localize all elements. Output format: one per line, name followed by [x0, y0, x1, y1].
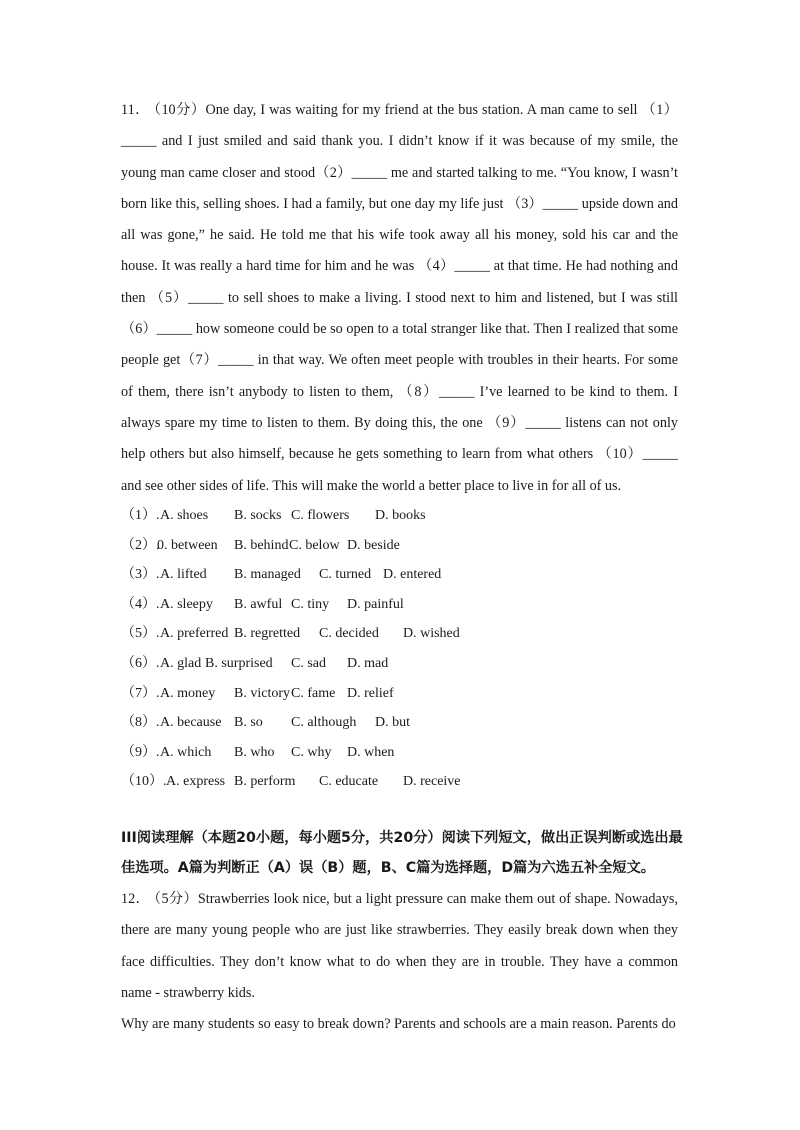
option-d: D. receive — [403, 774, 461, 790]
option-row — [121, 649, 678, 679]
option-b: B. awful — [234, 596, 283, 612]
option-row — [121, 738, 678, 768]
option-c: C. flowers — [291, 508, 350, 523]
question-12-passage — [121, 884, 678, 1009]
option-b: B. socks — [234, 508, 282, 523]
question-11-points: （10分） — [153, 102, 206, 118]
option-a: 0. between — [157, 537, 218, 553]
option-c: C. educate — [319, 774, 379, 790]
option-a: A. express — [166, 774, 226, 790]
option-a: A. because — [160, 715, 222, 731]
option-a: A. shoes — [160, 508, 209, 523]
option-b: B. behind — [234, 537, 289, 553]
option-number: （7）. — [121, 685, 160, 701]
option-c: C. sad — [291, 655, 326, 671]
option-c: C. fame — [291, 685, 336, 701]
option-number: （8）. — [121, 715, 160, 731]
option-row — [121, 531, 678, 561]
question-11-options — [121, 501, 678, 797]
option-c: C. tiny — [291, 596, 330, 612]
option-c: C. although — [291, 715, 357, 731]
option-a: A. preferred — [160, 626, 229, 642]
option-a: A. glad — [160, 655, 202, 671]
option-number: （1）. — [121, 508, 160, 523]
option-d: D. relief — [347, 685, 394, 701]
option-row — [121, 767, 678, 797]
option-c: C. turned — [319, 567, 372, 583]
option-a: A. sleepy — [160, 596, 213, 612]
option-row — [121, 679, 678, 709]
option-a: A. money — [160, 685, 216, 701]
option-c: C. why — [291, 744, 332, 760]
option-number: （4）. — [121, 596, 160, 612]
option-d: D. mad — [347, 655, 389, 671]
option-number: （5）. — [121, 626, 160, 642]
option-c: C. below — [289, 537, 340, 553]
section-3-heading: III阅读理解（本题20小题，每小题5分，共20分）阅读下列短文，做出正误判断或选出最佳选项。A篇为判断正（A）误（B）题，B、C篇为选择题，D篇为六选五补全短文。 — [121, 830, 683, 876]
option-d: D. beside — [347, 537, 400, 553]
option-d: D. but — [375, 715, 410, 731]
option-a: A. which — [160, 744, 212, 760]
option-b: B. victory — [234, 685, 290, 701]
option-d: D. painful — [347, 596, 404, 612]
question-11-text: One day, I was waiting for my friend at the bus station. A man came to sell （1）_____ and I just smiled and said thank you. I didn’t know if it was because of my smile, the young man came closer and stood（2）_____ me and started talking to me. “You know, I wasn’t born like this, selling shoes. I had a family, but one day my life just （3）_____ upside down and all was gone,” he said. He told me that his wife took away all his money, sold his car and the house. It was really a hard time for him and he was （4）_____ at that time. He had nothing and then （5）_____ to sell shoes to make a living. I stood next to him and listened, but I was still （6）_____ how someone could be so open to a total stranger like that. Then I realized that some people get（7）_____ in that way. We often meet people with troubles in their hearts. For some of them, there isn’t anybody to listen to them, （8）_____ I’ve learned to be kind to them. I always spare my time to listen to them. By doing this, the one （9）_____ listens can not only help others but also himself, because he gets something to learn from what others （10）_____ and see other sides of life. This will make the world a better place to live in for all of us. — [121, 102, 678, 494]
option-c: C. decided — [319, 626, 379, 642]
question-11-number: 11． — [121, 102, 150, 118]
option-b: B. who — [234, 744, 275, 760]
question-12-points: （5分） — [154, 891, 198, 907]
option-number: （6）. — [121, 655, 160, 671]
option-b: B. so — [234, 715, 263, 731]
question-12-continuation: Why are many students so easy to break down? Parents and schools are a main reason. Parents do — [121, 1016, 676, 1032]
option-number: （2）. — [121, 537, 160, 553]
question-12-text: Strawberries look nice, but a light pressure can make them out of shape. Nowadays, there are many young people who are just like strawberries. They easily break down when they face difficulties. They don’t know what to do when they are in trouble. They have a common name - strawberry kids. — [121, 891, 678, 1001]
question-11-passage — [121, 95, 678, 502]
option-row — [121, 560, 678, 590]
option-row — [121, 590, 678, 620]
option-number: （3）. — [121, 567, 160, 583]
option-b: B. managed — [234, 567, 301, 583]
option-d: D. books — [375, 508, 426, 523]
option-number: （9）. — [121, 744, 160, 760]
option-b: B. surprised — [205, 655, 273, 671]
option-row — [121, 708, 678, 738]
option-d: D. wished — [403, 626, 460, 642]
option-b: B. regretted — [234, 626, 301, 642]
option-d: D. when — [347, 744, 395, 760]
option-b: B. perform — [234, 774, 296, 790]
question-12-number: 12． — [121, 891, 151, 907]
option-d: D. entered — [383, 567, 442, 583]
option-row — [121, 501, 678, 531]
option-a: A. lifted — [160, 567, 207, 583]
option-row — [121, 619, 678, 649]
option-number: （10）. — [121, 774, 167, 790]
